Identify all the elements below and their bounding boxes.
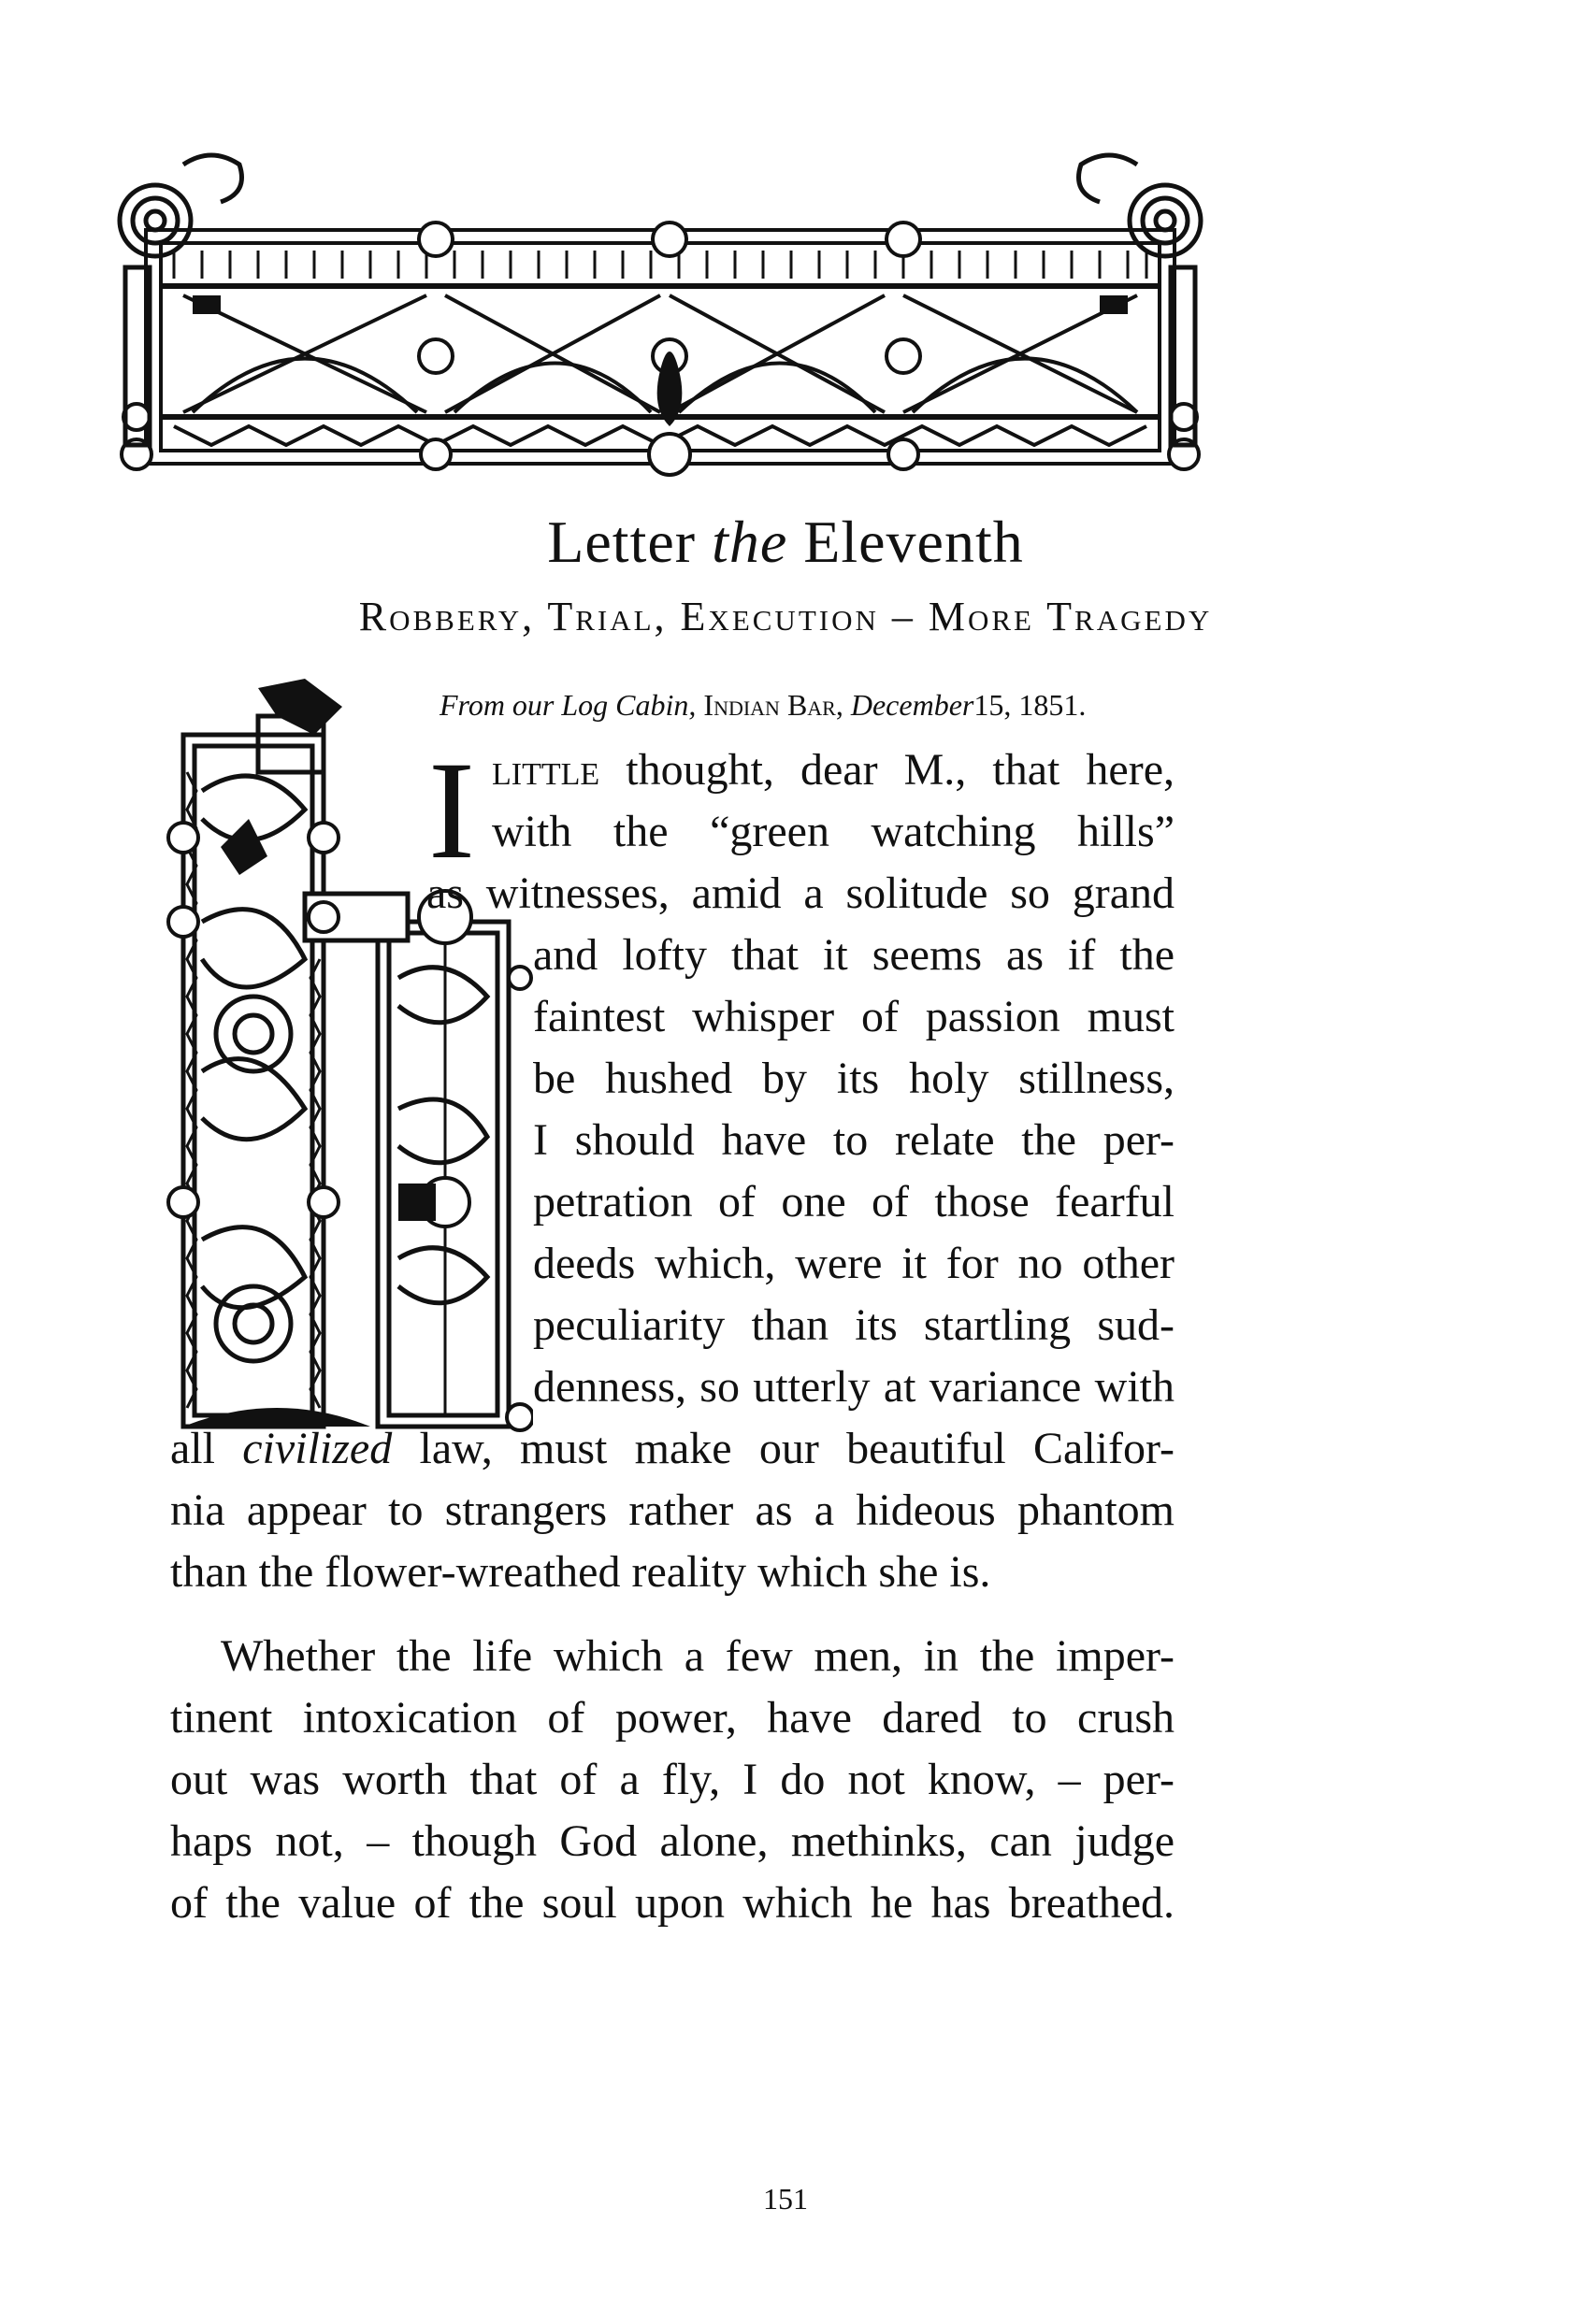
body-line-12-italic: civilized <box>242 1424 393 1473</box>
body-line-9: deeds which, were it for no other <box>533 1239 1175 1288</box>
body-line-19: of the value of the soul upon which he has breathed. <box>170 1878 1175 1928</box>
body-line-12-b: law, must make our beautiful Califor- <box>419 1424 1175 1473</box>
chapter-subtitle: Robbery, Trial, Execution – More Tragedy <box>358 594 1213 639</box>
body-line-1-smallcaps: little <box>492 745 600 795</box>
body-line-11: denness, so utterly at variance with <box>533 1362 1175 1412</box>
body-line-14: than the flower-wreathed reality which she is. <box>170 1547 991 1597</box>
body-line-2: with the “green watching hills” <box>492 807 1175 856</box>
ornamental-header-band <box>108 146 1212 510</box>
letter-title <box>0 509 1571 575</box>
body-line-16: tinent intoxication of power, have dared to crush <box>170 1693 1175 1743</box>
body-line-10: peculiarity than its startling sud- <box>533 1300 1175 1350</box>
title-word-letter: Letter <box>547 509 697 575</box>
body-line-6: be hushed by its holy stillness, <box>533 1054 1175 1103</box>
dateline-date-word: December <box>850 688 974 722</box>
body-line-4: and lofty that it seems as if the <box>533 930 1175 980</box>
dateline-date-rest: 15, 1851. <box>973 688 1087 722</box>
body-line-12 <box>170 1424 1175 1473</box>
body-line-3: as witnesses, amid a solitude so grand <box>426 868 1175 918</box>
body-line-15: Whether the life which a few men, in the imper- <box>221 1631 1175 1681</box>
illuminated-initial-icon <box>165 679 533 1436</box>
title-word-eleventh: Eleventh <box>803 509 1024 575</box>
body-line-18: haps not, – though God alone, methinks, can judge <box>170 1816 1175 1866</box>
body-line-7: I should have to relate the per- <box>533 1115 1175 1165</box>
dateline <box>440 690 1188 720</box>
body-line-12-a: all <box>170 1424 215 1473</box>
title-word-the: the <box>712 509 788 575</box>
drop-cap: I <box>428 733 475 888</box>
dateline-location: Indian Bar, <box>703 688 843 722</box>
dateline-place: From our Log Cabin, <box>440 688 697 722</box>
page-number: 151 <box>763 2182 808 2216</box>
body-line-1 <box>492 745 1175 795</box>
body-line-8: petration of one of those fearful <box>533 1177 1175 1227</box>
body-line-5: faintest whisper of passion must <box>533 992 1175 1041</box>
body-line-1-rest: thought, dear M., that here, <box>626 745 1175 795</box>
body-line-13: nia appear to strangers rather as a hideous phantom <box>170 1485 1175 1535</box>
body-line-17: out was worth that of a fly, I do not know, – per- <box>170 1755 1175 1804</box>
